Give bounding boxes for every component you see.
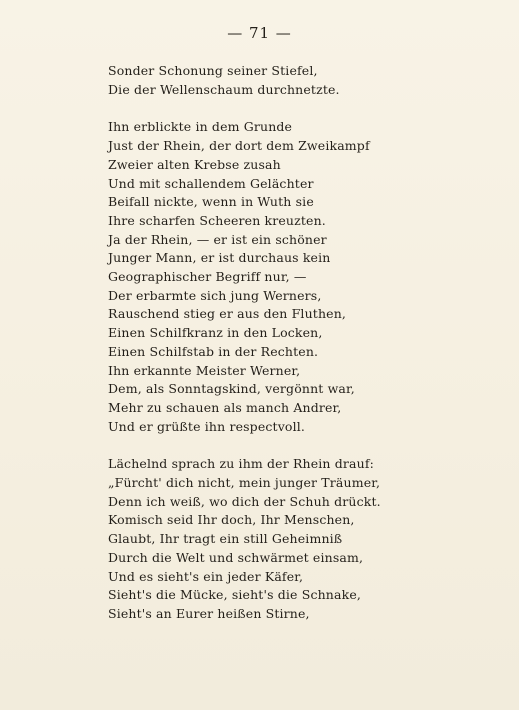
verse-line: Komisch seid Ihr doch, Ihr Menschen,: [108, 512, 355, 528]
verse-line: Zweier alten Krebse zusah: [108, 156, 281, 172]
verse-line: Beifall nickte, wenn in Wuth sie: [108, 194, 314, 210]
verse-line: Die der Wellenschaum durchnetzte.: [108, 81, 340, 97]
verse-line: Und es sieht's ein jeder Käfer,: [108, 568, 304, 584]
verse-line: Geographischer Begriff nur, —: [108, 269, 307, 285]
stanza-3: [108, 455, 448, 623]
verse-line: Ihre scharfen Scheeren kreuzten.: [108, 212, 326, 228]
verse-line: Ihn erkannte Meister Werner,: [108, 362, 301, 378]
verse-line: Junger Mann, er ist durchaus kein: [108, 250, 331, 266]
verse-line: Rauschend stieg er aus den Fluthen,: [108, 306, 347, 322]
page-number: — 71 —: [227, 24, 292, 42]
verse-line: Denn ich weiß, wo dich der Schuh drückt.: [108, 493, 381, 509]
verse-line: Mehr zu schauen als manch Andrer,: [108, 399, 342, 415]
verse-line: Glaubt, Ihr tragt ein still Geheimniß: [108, 531, 343, 547]
verse-line: Durch die Welt und schwärmet einsam,: [108, 549, 364, 565]
verse-line: Einen Schilfstab in der Rechten.: [108, 343, 319, 359]
verse-line: Lächelnd sprach zu ihm der Rhein drauf:: [108, 456, 374, 472]
verse-line: Einen Schilfkranz in den Locken,: [108, 325, 323, 341]
verse-line: Ja der Rhein, — er ist ein schöner: [108, 231, 327, 247]
verse-line: Sonder Schonung seiner Stiefel,: [108, 63, 318, 78]
verse-line: Sieht's die Mücke, sieht's die Schnake,: [108, 587, 361, 603]
verse-line: Sieht's an Eurer heißen Stirne,: [108, 605, 310, 621]
poem-text: [108, 62, 448, 643]
stanza-1: [108, 62, 448, 99]
verse-line: „Fürcht' dich nicht, mein junger Träumer,: [108, 475, 381, 491]
verse-line: Ihn erblickte in dem Grunde: [108, 119, 293, 135]
verse-line: Und er grüßte ihn respectvoll.: [108, 418, 306, 434]
stanza-2: [108, 118, 448, 436]
verse-line: Dem, als Sonntagskind, vergönnt war,: [108, 381, 355, 397]
verse-line: Just der Rhein, der dort dem Zweikampf: [108, 138, 370, 154]
verse-line: Und mit schallendem Gelächter: [108, 175, 314, 191]
verse-line: Der erbarmte sich jung Werners,: [108, 287, 322, 303]
